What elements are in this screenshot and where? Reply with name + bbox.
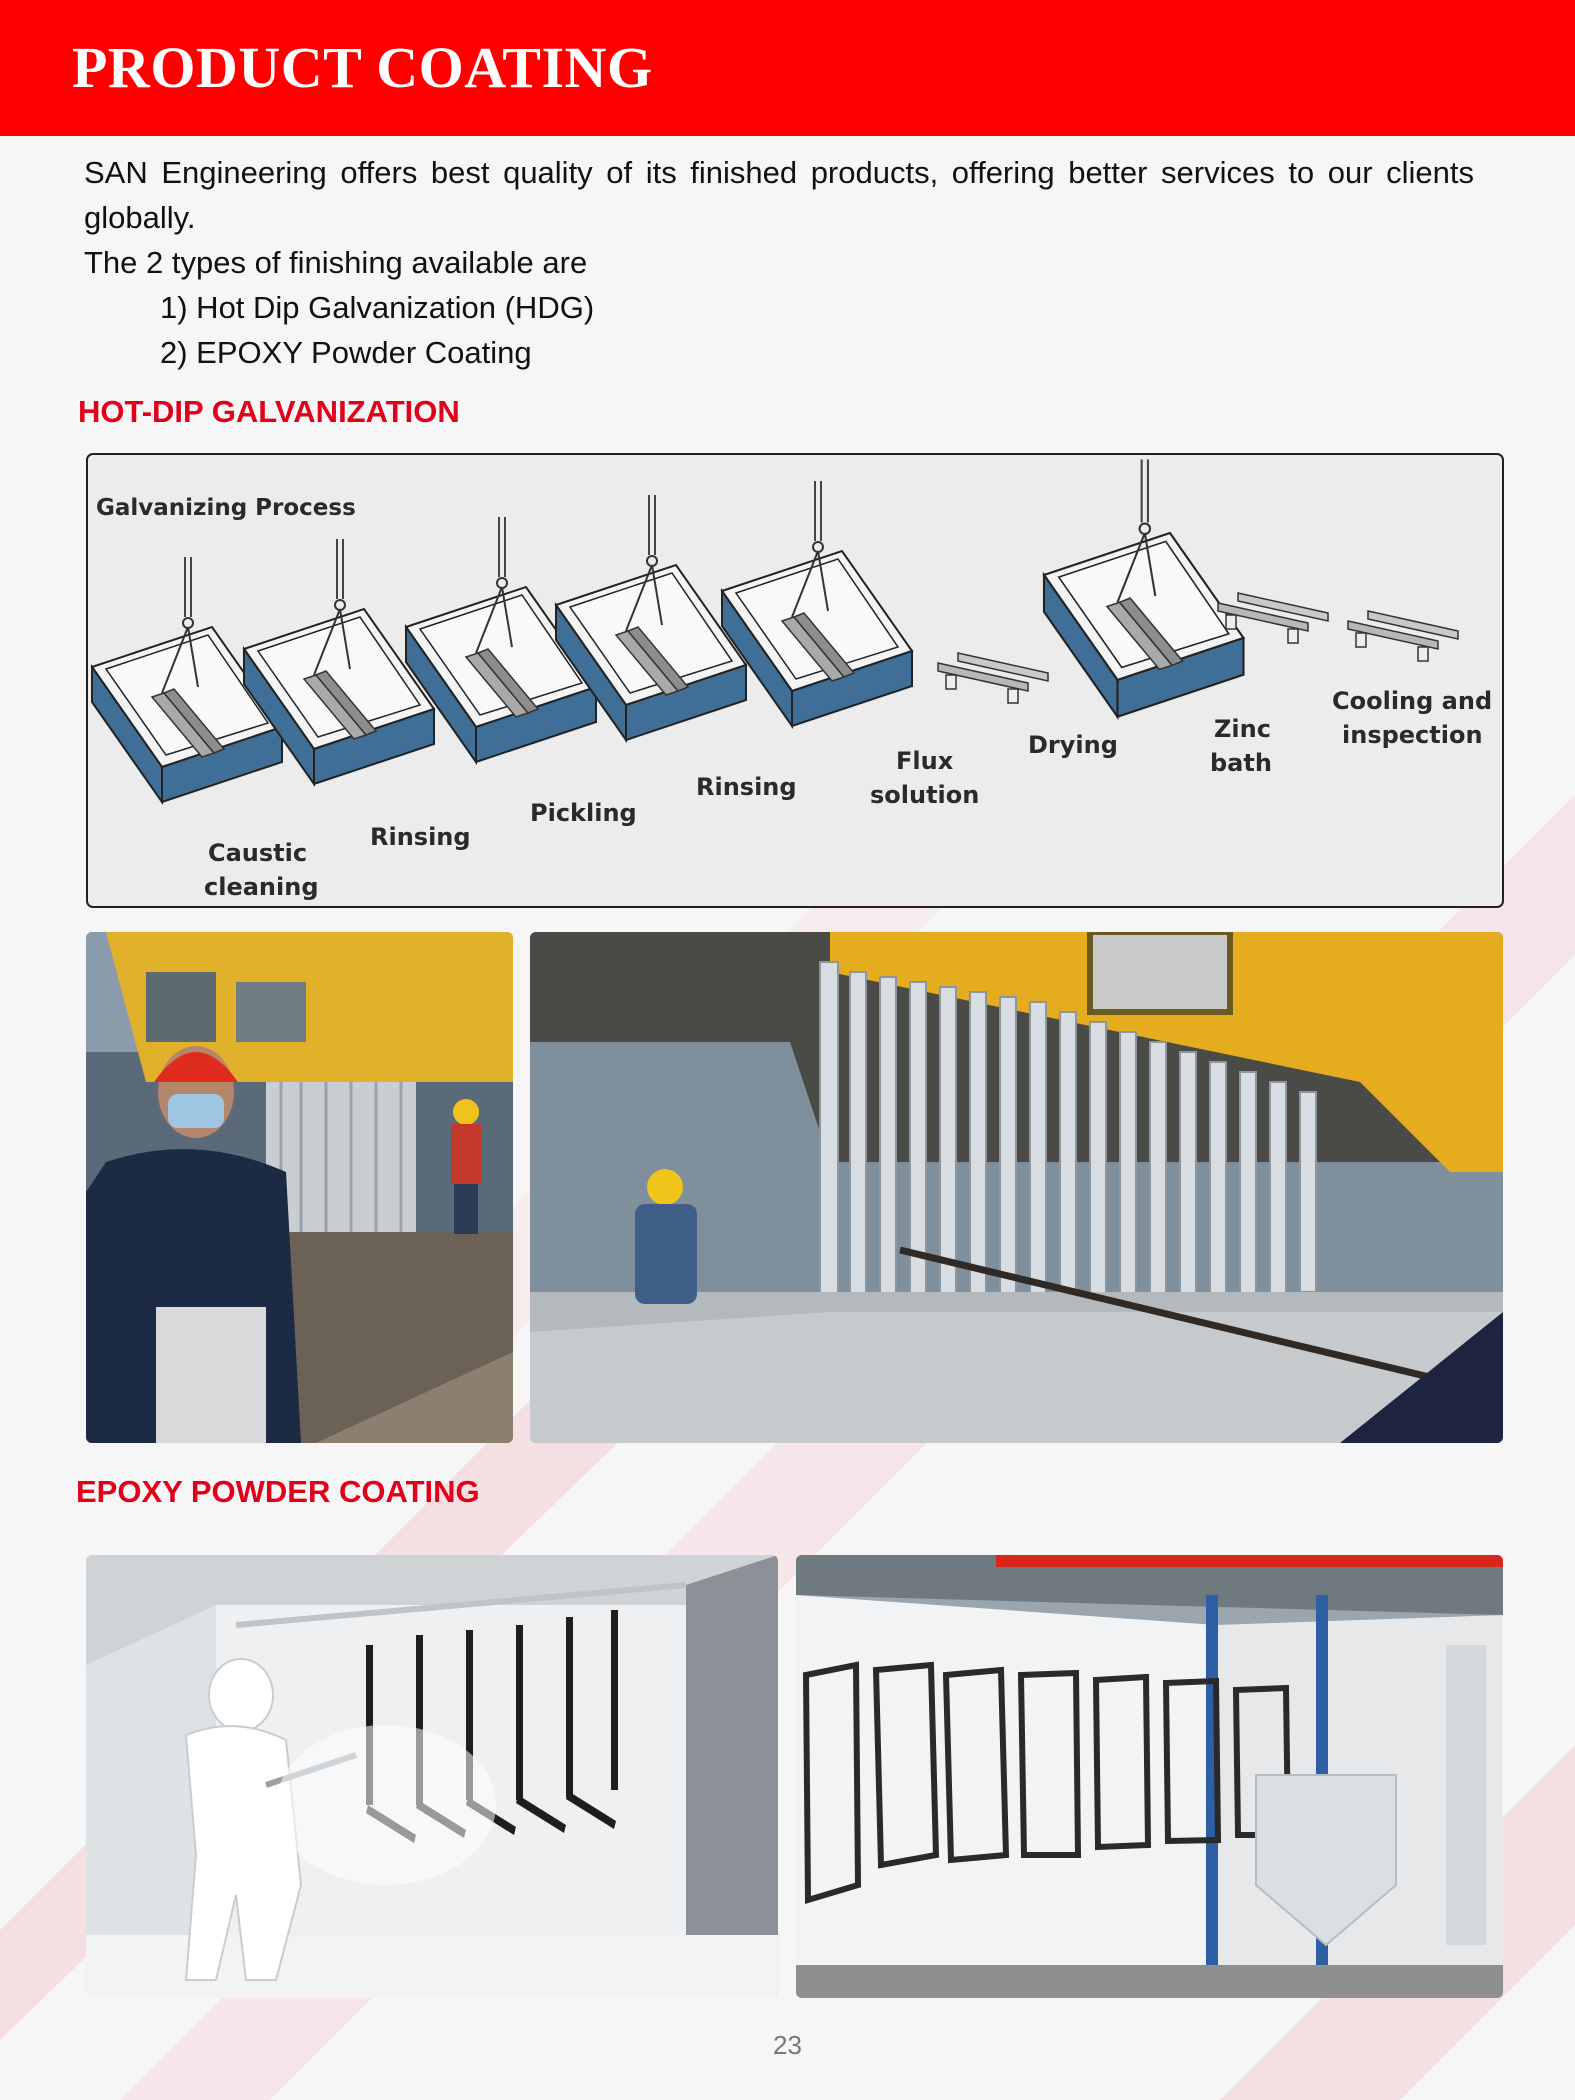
step-label: Zinc: [1214, 715, 1271, 743]
step-label: Pickling: [530, 799, 637, 827]
intro-paragraph: SAN Engineering offers best quality of its finished products, offering better services to our clients globally.: [84, 155, 1474, 235]
epoxy-photo-coating-line: [796, 1555, 1503, 1998]
step-label: cleaning: [204, 873, 319, 901]
epoxy-heading: EPOXY POWDER COATING: [76, 1474, 480, 1509]
type-item-hdg: 1) Hot Dip Galvanization (HDG): [160, 290, 595, 325]
galvanizing-process-diagram: [86, 453, 1504, 908]
step-label: Flux: [896, 747, 954, 775]
step-label: inspection: [1342, 721, 1483, 749]
page-title: PRODUCT COATING: [72, 35, 653, 100]
hdg-photo-zinc-bath: [530, 932, 1503, 1443]
step-label: Rinsing: [696, 773, 797, 801]
tank-flux-solution-icon: [722, 481, 912, 726]
types-lead: The 2 types of finishing available are: [84, 245, 588, 280]
step-label: Cooling and: [1332, 687, 1493, 715]
cooling-rack-icon: [1218, 593, 1458, 661]
hdg-heading: HOT-DIP GALVANIZATION: [78, 394, 460, 429]
page-header: [0, 0, 1575, 136]
epoxy-photo-spray-booth: [86, 1555, 778, 1998]
step-label: Drying: [1028, 731, 1118, 759]
hdg-photo-worker: [86, 932, 513, 1443]
step-label: solution: [870, 781, 980, 809]
type-item-epoxy: 2) EPOXY Powder Coating: [160, 335, 532, 370]
tank-zinc-bath-icon: [1044, 460, 1244, 717]
step-label: bath: [1210, 749, 1272, 777]
step-label: Rinsing: [370, 823, 471, 851]
intro-text: [84, 150, 1474, 375]
diagram-title: Galvanizing Process: [96, 495, 356, 521]
page-number: 23: [773, 2030, 802, 2060]
step-label: Caustic: [208, 839, 308, 867]
drying-rack-icon: [938, 653, 1048, 703]
